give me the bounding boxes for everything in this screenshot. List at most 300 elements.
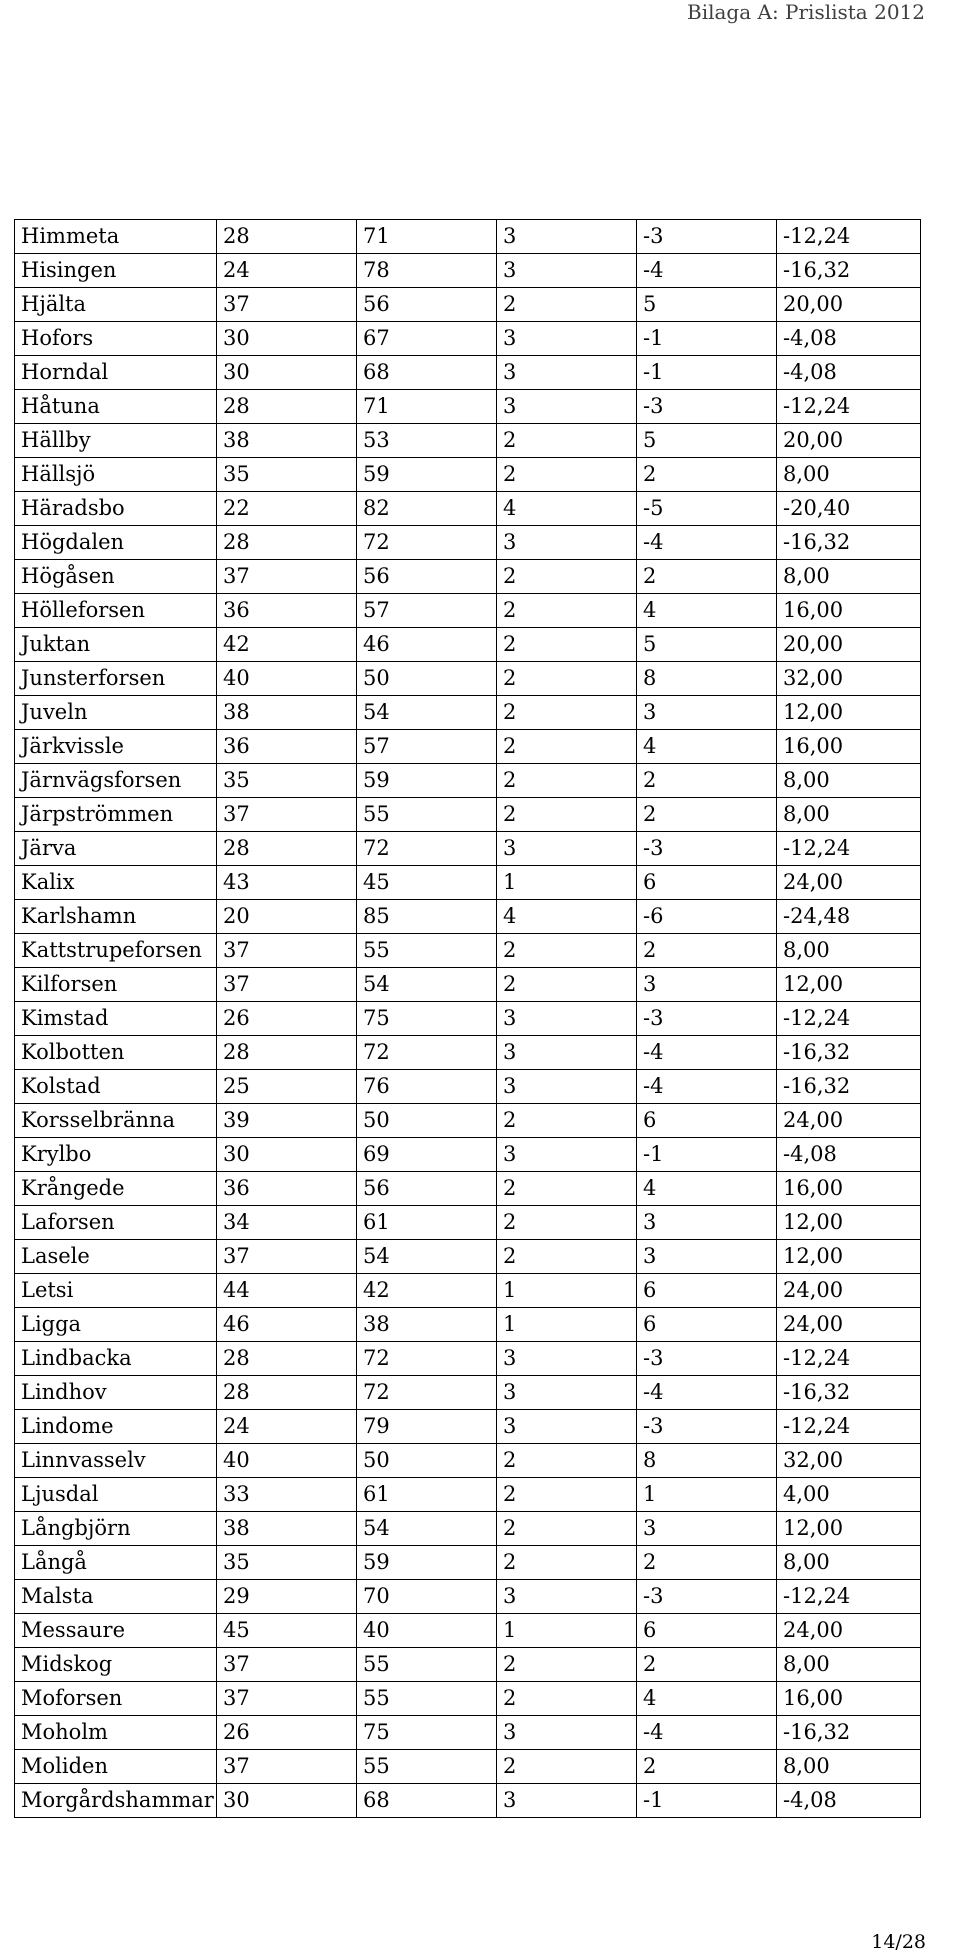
price-cell: 12,00 — [777, 696, 921, 730]
value-cell-4: 5 — [637, 424, 777, 458]
value-cell-1: 37 — [217, 1240, 357, 1274]
value-cell-4: 2 — [637, 1750, 777, 1784]
station-name-cell: Hällsjö — [15, 458, 217, 492]
value-cell-3: 3 — [497, 390, 637, 424]
table-row — [15, 1750, 921, 1784]
value-cell-2: 42 — [357, 1274, 497, 1308]
value-cell-2: 71 — [357, 220, 497, 254]
value-cell-1: 40 — [217, 662, 357, 696]
table-row — [15, 1036, 921, 1070]
station-name-cell: Midskog — [15, 1648, 217, 1682]
value-cell-4: 6 — [637, 1308, 777, 1342]
station-name-cell: Järva — [15, 832, 217, 866]
value-cell-2: 72 — [357, 832, 497, 866]
station-name-cell: Ligga — [15, 1308, 217, 1342]
value-cell-2: 55 — [357, 1648, 497, 1682]
value-cell-3: 3 — [497, 526, 637, 560]
value-cell-1: 28 — [217, 1342, 357, 1376]
value-cell-2: 46 — [357, 628, 497, 662]
value-cell-2: 53 — [357, 424, 497, 458]
table-row — [15, 390, 921, 424]
price-cell: -16,32 — [777, 254, 921, 288]
value-cell-4: 2 — [637, 764, 777, 798]
value-cell-2: 57 — [357, 730, 497, 764]
value-cell-2: 71 — [357, 390, 497, 424]
price-cell: -4,08 — [777, 1784, 921, 1818]
value-cell-2: 54 — [357, 696, 497, 730]
value-cell-3: 2 — [497, 1206, 637, 1240]
value-cell-2: 68 — [357, 356, 497, 390]
value-cell-4: -4 — [637, 1376, 777, 1410]
price-cell: 16,00 — [777, 594, 921, 628]
value-cell-3: 2 — [497, 1172, 637, 1206]
station-name-cell: Karlshamn — [15, 900, 217, 934]
value-cell-2: 75 — [357, 1002, 497, 1036]
price-cell: -12,24 — [777, 1342, 921, 1376]
station-name-cell: Lasele — [15, 1240, 217, 1274]
value-cell-3: 2 — [497, 288, 637, 322]
station-name-cell: Långbjörn — [15, 1512, 217, 1546]
value-cell-4: 5 — [637, 288, 777, 322]
price-cell: 12,00 — [777, 1206, 921, 1240]
price-cell: 8,00 — [777, 1546, 921, 1580]
price-table-body — [15, 220, 921, 1818]
value-cell-2: 55 — [357, 1750, 497, 1784]
value-cell-1: 37 — [217, 1750, 357, 1784]
table-row — [15, 1240, 921, 1274]
value-cell-3: 3 — [497, 254, 637, 288]
value-cell-1: 28 — [217, 390, 357, 424]
value-cell-1: 42 — [217, 628, 357, 662]
station-name-cell: Letsi — [15, 1274, 217, 1308]
station-name-cell: Högdalen — [15, 526, 217, 560]
value-cell-1: 20 — [217, 900, 357, 934]
station-name-cell: Malsta — [15, 1580, 217, 1614]
value-cell-1: 38 — [217, 424, 357, 458]
value-cell-3: 2 — [497, 662, 637, 696]
price-cell: 16,00 — [777, 730, 921, 764]
table-row — [15, 1070, 921, 1104]
station-name-cell: Himmeta — [15, 220, 217, 254]
value-cell-4: -4 — [637, 1070, 777, 1104]
table-row — [15, 1206, 921, 1240]
page-number: 14/28 — [871, 1931, 926, 1953]
value-cell-2: 72 — [357, 1376, 497, 1410]
value-cell-4: -3 — [637, 832, 777, 866]
page-header-title: Bilaga A: Prislista 2012 — [687, 0, 925, 24]
value-cell-3: 2 — [497, 594, 637, 628]
station-name-cell: Korsselbränna — [15, 1104, 217, 1138]
price-cell: 24,00 — [777, 866, 921, 900]
value-cell-3: 2 — [497, 1512, 637, 1546]
table-row — [15, 560, 921, 594]
value-cell-3: 3 — [497, 1138, 637, 1172]
value-cell-4: 3 — [637, 1512, 777, 1546]
price-table — [14, 219, 921, 1818]
price-cell: 20,00 — [777, 424, 921, 458]
value-cell-4: 6 — [637, 866, 777, 900]
value-cell-3: 1 — [497, 1614, 637, 1648]
station-name-cell: Hjälta — [15, 288, 217, 322]
value-cell-2: 56 — [357, 560, 497, 594]
price-cell: -4,08 — [777, 322, 921, 356]
value-cell-2: 54 — [357, 1240, 497, 1274]
value-cell-3: 2 — [497, 730, 637, 764]
price-cell: 8,00 — [777, 934, 921, 968]
value-cell-2: 68 — [357, 1784, 497, 1818]
value-cell-2: 67 — [357, 322, 497, 356]
station-name-cell: Håtuna — [15, 390, 217, 424]
price-cell: 24,00 — [777, 1614, 921, 1648]
value-cell-1: 30 — [217, 1138, 357, 1172]
value-cell-4: 4 — [637, 730, 777, 764]
value-cell-1: 44 — [217, 1274, 357, 1308]
price-cell: -12,24 — [777, 1002, 921, 1036]
station-name-cell: Hisingen — [15, 254, 217, 288]
value-cell-1: 29 — [217, 1580, 357, 1614]
value-cell-3: 3 — [497, 1070, 637, 1104]
value-cell-1: 37 — [217, 968, 357, 1002]
station-name-cell: Järnvägsforsen — [15, 764, 217, 798]
value-cell-4: 4 — [637, 594, 777, 628]
value-cell-1: 24 — [217, 1410, 357, 1444]
value-cell-1: 26 — [217, 1002, 357, 1036]
table-row — [15, 1342, 921, 1376]
value-cell-2: 55 — [357, 798, 497, 832]
table-row — [15, 1580, 921, 1614]
value-cell-4: -3 — [637, 1002, 777, 1036]
price-cell: -16,32 — [777, 1716, 921, 1750]
value-cell-3: 3 — [497, 832, 637, 866]
value-cell-4: -3 — [637, 1580, 777, 1614]
value-cell-4: 2 — [637, 560, 777, 594]
value-cell-2: 55 — [357, 1682, 497, 1716]
price-cell: -12,24 — [777, 390, 921, 424]
value-cell-4: -3 — [637, 1342, 777, 1376]
station-name-cell: Hällby — [15, 424, 217, 458]
table-row — [15, 220, 921, 254]
price-cell: 4,00 — [777, 1478, 921, 1512]
value-cell-4: 3 — [637, 1206, 777, 1240]
station-name-cell: Juktan — [15, 628, 217, 662]
value-cell-4: -4 — [637, 1036, 777, 1070]
value-cell-2: 38 — [357, 1308, 497, 1342]
price-cell: -16,32 — [777, 1070, 921, 1104]
value-cell-1: 37 — [217, 560, 357, 594]
value-cell-4: 5 — [637, 628, 777, 662]
value-cell-2: 54 — [357, 1512, 497, 1546]
value-cell-2: 79 — [357, 1410, 497, 1444]
station-name-cell: Högåsen — [15, 560, 217, 594]
value-cell-4: 1 — [637, 1478, 777, 1512]
table-row — [15, 1546, 921, 1580]
table-row — [15, 1308, 921, 1342]
table-row — [15, 968, 921, 1002]
station-name-cell: Linnvasselv — [15, 1444, 217, 1478]
table-row — [15, 322, 921, 356]
value-cell-3: 3 — [497, 1716, 637, 1750]
value-cell-4: -1 — [637, 1138, 777, 1172]
value-cell-1: 28 — [217, 526, 357, 560]
table-row — [15, 1614, 921, 1648]
station-name-cell: Kilforsen — [15, 968, 217, 1002]
station-name-cell: Järpströmmen — [15, 798, 217, 832]
price-cell: 12,00 — [777, 968, 921, 1002]
value-cell-1: 36 — [217, 1172, 357, 1206]
value-cell-1: 43 — [217, 866, 357, 900]
value-cell-3: 2 — [497, 1750, 637, 1784]
value-cell-1: 35 — [217, 764, 357, 798]
price-cell: -24,48 — [777, 900, 921, 934]
table-row — [15, 1682, 921, 1716]
price-cell: -12,24 — [777, 1410, 921, 1444]
price-cell: 32,00 — [777, 1444, 921, 1478]
value-cell-1: 37 — [217, 934, 357, 968]
value-cell-4: 3 — [637, 1240, 777, 1274]
value-cell-3: 2 — [497, 1478, 637, 1512]
value-cell-1: 36 — [217, 730, 357, 764]
station-name-cell: Lindome — [15, 1410, 217, 1444]
price-cell: -16,32 — [777, 1376, 921, 1410]
table-row — [15, 1648, 921, 1682]
value-cell-1: 28 — [217, 832, 357, 866]
value-cell-2: 72 — [357, 526, 497, 560]
value-cell-4: 4 — [637, 1682, 777, 1716]
station-name-cell: Moliden — [15, 1750, 217, 1784]
value-cell-3: 2 — [497, 764, 637, 798]
station-name-cell: Hölleforsen — [15, 594, 217, 628]
table-row — [15, 458, 921, 492]
table-row — [15, 1376, 921, 1410]
value-cell-1: 30 — [217, 1784, 357, 1818]
station-name-cell: Krångede — [15, 1172, 217, 1206]
value-cell-3: 1 — [497, 866, 637, 900]
value-cell-4: 8 — [637, 1444, 777, 1478]
value-cell-3: 2 — [497, 628, 637, 662]
station-name-cell: Häradsbo — [15, 492, 217, 526]
value-cell-1: 24 — [217, 254, 357, 288]
value-cell-2: 69 — [357, 1138, 497, 1172]
table-row — [15, 934, 921, 968]
table-row — [15, 662, 921, 696]
price-cell: 20,00 — [777, 628, 921, 662]
price-cell: 16,00 — [777, 1682, 921, 1716]
value-cell-4: 2 — [637, 798, 777, 832]
price-cell: -16,32 — [777, 526, 921, 560]
station-name-cell: Järkvissle — [15, 730, 217, 764]
table-row — [15, 900, 921, 934]
value-cell-1: 34 — [217, 1206, 357, 1240]
table-row — [15, 1444, 921, 1478]
price-cell: 12,00 — [777, 1512, 921, 1546]
table-row — [15, 1002, 921, 1036]
value-cell-2: 78 — [357, 254, 497, 288]
value-cell-1: 28 — [217, 220, 357, 254]
value-cell-3: 1 — [497, 1308, 637, 1342]
value-cell-3: 1 — [497, 1274, 637, 1308]
value-cell-2: 72 — [357, 1342, 497, 1376]
price-cell: 24,00 — [777, 1308, 921, 1342]
value-cell-2: 40 — [357, 1614, 497, 1648]
station-name-cell: Ljusdal — [15, 1478, 217, 1512]
value-cell-2: 50 — [357, 1104, 497, 1138]
station-name-cell: Juveln — [15, 696, 217, 730]
table-row — [15, 288, 921, 322]
station-name-cell: Messaure — [15, 1614, 217, 1648]
value-cell-1: 25 — [217, 1070, 357, 1104]
station-name-cell: Kolbotten — [15, 1036, 217, 1070]
table-row — [15, 1104, 921, 1138]
station-name-cell: Kalix — [15, 866, 217, 900]
station-name-cell: Kimstad — [15, 1002, 217, 1036]
station-name-cell: Moforsen — [15, 1682, 217, 1716]
value-cell-4: 6 — [637, 1104, 777, 1138]
table-row — [15, 798, 921, 832]
value-cell-2: 59 — [357, 764, 497, 798]
table-row — [15, 424, 921, 458]
value-cell-3: 2 — [497, 1682, 637, 1716]
value-cell-4: -6 — [637, 900, 777, 934]
value-cell-3: 2 — [497, 458, 637, 492]
value-cell-2: 59 — [357, 458, 497, 492]
price-cell: -4,08 — [777, 1138, 921, 1172]
value-cell-4: 3 — [637, 968, 777, 1002]
value-cell-4: -1 — [637, 322, 777, 356]
station-name-cell: Hofors — [15, 322, 217, 356]
table-row — [15, 1512, 921, 1546]
value-cell-4: 2 — [637, 1648, 777, 1682]
value-cell-4: -3 — [637, 1410, 777, 1444]
value-cell-3: 3 — [497, 1342, 637, 1376]
value-cell-3: 3 — [497, 220, 637, 254]
price-cell: -20,40 — [777, 492, 921, 526]
price-cell: 8,00 — [777, 458, 921, 492]
value-cell-3: 3 — [497, 356, 637, 390]
price-cell: 24,00 — [777, 1274, 921, 1308]
value-cell-3: 2 — [497, 560, 637, 594]
value-cell-4: 3 — [637, 696, 777, 730]
price-cell: -16,32 — [777, 1036, 921, 1070]
value-cell-1: 38 — [217, 696, 357, 730]
table-row — [15, 1716, 921, 1750]
value-cell-2: 56 — [357, 288, 497, 322]
value-cell-1: 45 — [217, 1614, 357, 1648]
value-cell-1: 37 — [217, 1682, 357, 1716]
value-cell-2: 61 — [357, 1478, 497, 1512]
value-cell-2: 50 — [357, 662, 497, 696]
table-row — [15, 254, 921, 288]
price-cell: 16,00 — [777, 1172, 921, 1206]
price-cell: 20,00 — [777, 288, 921, 322]
value-cell-2: 85 — [357, 900, 497, 934]
value-cell-3: 3 — [497, 1002, 637, 1036]
value-cell-1: 22 — [217, 492, 357, 526]
value-cell-2: 54 — [357, 968, 497, 1002]
table-row — [15, 832, 921, 866]
value-cell-1: 28 — [217, 1036, 357, 1070]
value-cell-3: 2 — [497, 798, 637, 832]
value-cell-2: 61 — [357, 1206, 497, 1240]
table-row — [15, 730, 921, 764]
price-cell: -12,24 — [777, 1580, 921, 1614]
value-cell-2: 76 — [357, 1070, 497, 1104]
value-cell-1: 28 — [217, 1376, 357, 1410]
price-cell: 8,00 — [777, 798, 921, 832]
value-cell-3: 2 — [497, 1546, 637, 1580]
value-cell-1: 39 — [217, 1104, 357, 1138]
value-cell-1: 40 — [217, 1444, 357, 1478]
value-cell-3: 2 — [497, 968, 637, 1002]
value-cell-3: 3 — [497, 1580, 637, 1614]
value-cell-1: 37 — [217, 288, 357, 322]
table-row — [15, 356, 921, 390]
station-name-cell: Morgårdshammar — [15, 1784, 217, 1818]
table-row — [15, 696, 921, 730]
value-cell-2: 82 — [357, 492, 497, 526]
station-name-cell: Kolstad — [15, 1070, 217, 1104]
price-cell: 8,00 — [777, 560, 921, 594]
table-row — [15, 1478, 921, 1512]
table-row — [15, 1784, 921, 1818]
station-name-cell: Junsterforsen — [15, 662, 217, 696]
station-name-cell: Horndal — [15, 356, 217, 390]
value-cell-3: 3 — [497, 1410, 637, 1444]
price-cell: -4,08 — [777, 356, 921, 390]
value-cell-4: -4 — [637, 254, 777, 288]
value-cell-2: 45 — [357, 866, 497, 900]
station-name-cell: Moholm — [15, 1716, 217, 1750]
value-cell-4: 8 — [637, 662, 777, 696]
value-cell-4: 2 — [637, 1546, 777, 1580]
value-cell-1: 37 — [217, 1648, 357, 1682]
value-cell-1: 35 — [217, 458, 357, 492]
value-cell-2: 57 — [357, 594, 497, 628]
value-cell-3: 3 — [497, 1036, 637, 1070]
price-cell: 8,00 — [777, 1750, 921, 1784]
value-cell-4: 2 — [637, 458, 777, 492]
value-cell-4: -5 — [637, 492, 777, 526]
value-cell-1: 37 — [217, 798, 357, 832]
price-cell: 12,00 — [777, 1240, 921, 1274]
table-row — [15, 1138, 921, 1172]
value-cell-4: -1 — [637, 1784, 777, 1818]
value-cell-3: 3 — [497, 1784, 637, 1818]
value-cell-1: 36 — [217, 594, 357, 628]
value-cell-4: -1 — [637, 356, 777, 390]
value-cell-3: 4 — [497, 900, 637, 934]
value-cell-4: -3 — [637, 220, 777, 254]
table-row — [15, 866, 921, 900]
price-cell: 32,00 — [777, 662, 921, 696]
value-cell-3: 4 — [497, 492, 637, 526]
value-cell-1: 46 — [217, 1308, 357, 1342]
table-row — [15, 492, 921, 526]
station-name-cell: Kattstrupeforsen — [15, 934, 217, 968]
value-cell-1: 30 — [217, 356, 357, 390]
value-cell-4: -4 — [637, 526, 777, 560]
station-name-cell: Laforsen — [15, 1206, 217, 1240]
table-row — [15, 594, 921, 628]
station-name-cell: Krylbo — [15, 1138, 217, 1172]
value-cell-1: 30 — [217, 322, 357, 356]
price-cell: 8,00 — [777, 764, 921, 798]
table-row — [15, 1410, 921, 1444]
value-cell-4: 6 — [637, 1274, 777, 1308]
station-name-cell: Lindbacka — [15, 1342, 217, 1376]
table-row — [15, 764, 921, 798]
price-cell: -12,24 — [777, 220, 921, 254]
value-cell-3: 2 — [497, 1240, 637, 1274]
